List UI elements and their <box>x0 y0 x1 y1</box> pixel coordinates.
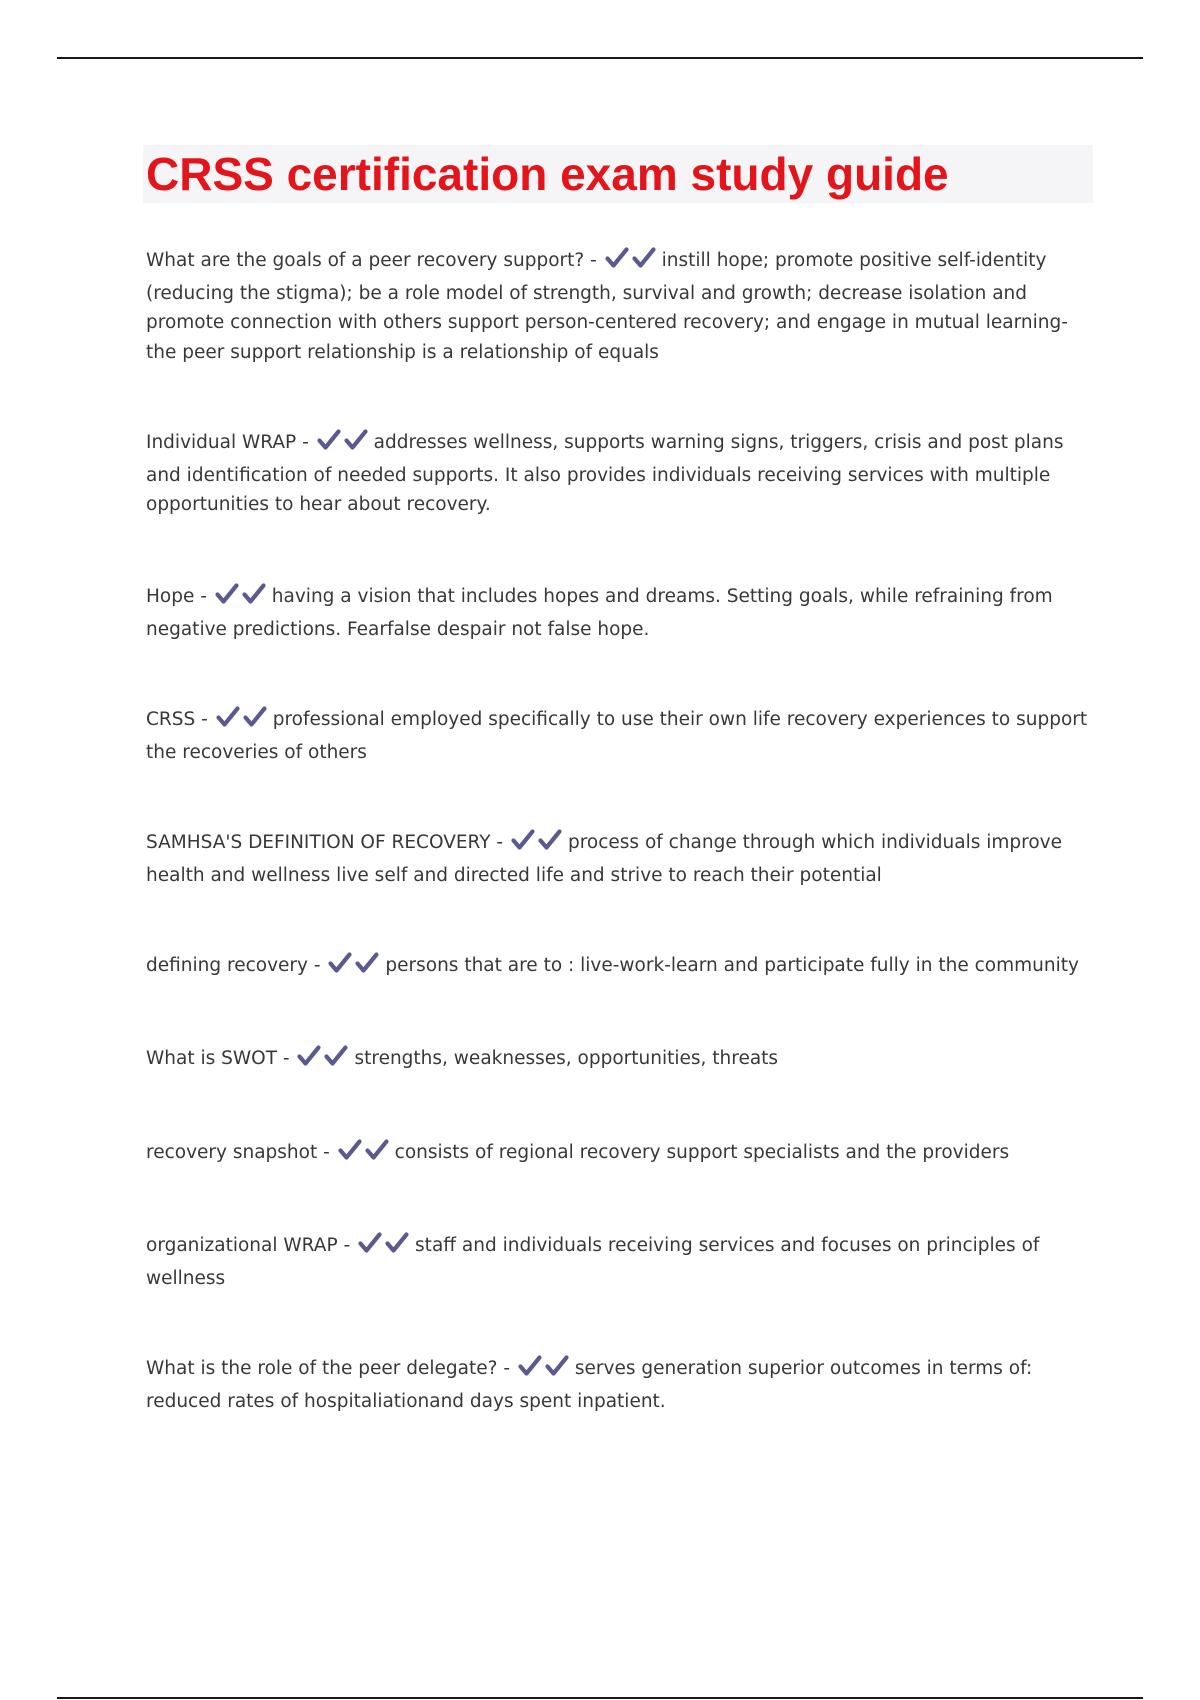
check-mark-icon <box>338 1139 365 1161</box>
entry-term: SAMHSA'S DEFINITION OF RECOVERY <box>146 832 491 853</box>
entry-term: What is the role of the peer delegate? <box>146 1358 498 1379</box>
check-mark-icon <box>511 829 538 851</box>
check-mark-icon <box>605 247 632 269</box>
top-rule <box>57 57 1143 59</box>
entry-separator: - <box>584 250 603 271</box>
check-mark-icon <box>344 429 371 451</box>
entry-definition: serves generation superior outcomes in terms of: reduced rates of hospitaliationand days spent inpatient. <box>146 1358 1033 1412</box>
entry <box>146 1044 1096 1077</box>
entry <box>146 951 1096 984</box>
check-mark-icon <box>297 1045 324 1067</box>
entry-term: defining recovery <box>146 955 308 976</box>
entry <box>146 246 1096 367</box>
double-check-icon <box>297 1045 351 1077</box>
bottom-rule <box>57 1697 1143 1699</box>
check-mark-icon <box>545 1355 572 1377</box>
entry-definition: consists of regional recovery support specialists and the providers <box>394 1142 1010 1163</box>
entry-definition: addresses wellness, supports warning signs, triggers, crisis and post plans and identification of needed supports. It also provides individuals receiving services with multiple opportunities to hear about recovery. <box>146 432 1064 515</box>
check-mark-icon <box>216 706 243 728</box>
double-check-icon <box>511 829 565 861</box>
entry <box>146 828 1096 890</box>
entry-term: organizational WRAP <box>146 1235 338 1256</box>
entry-separator: - <box>317 1142 336 1163</box>
double-check-icon <box>518 1355 572 1387</box>
check-mark-icon <box>243 706 270 728</box>
entry-separator: - <box>337 1235 357 1256</box>
entry-definition: strengths, weaknesses, opportunities, threats <box>354 1048 779 1069</box>
entry-term: CRSS <box>146 709 196 730</box>
entry <box>146 705 1096 767</box>
entry-separator: - <box>195 709 214 730</box>
title-band <box>143 145 1093 203</box>
entry-definition: staff and individuals receiving services and focuses on principles of wellness <box>146 1235 1040 1289</box>
check-mark-icon <box>328 952 355 974</box>
entry-term: What is SWOT <box>146 1048 278 1069</box>
check-mark-icon <box>242 583 269 605</box>
double-check-icon <box>317 429 371 461</box>
check-mark-icon <box>355 952 382 974</box>
entry-definition: persons that are to : live-work-learn and participate fully in the community <box>385 955 1079 976</box>
entry <box>146 1354 1096 1416</box>
entry <box>146 1231 1096 1293</box>
entry-separator: - <box>277 1048 296 1069</box>
entry-definition: instill hope; promote positive self-identity (reducing the stigma); be a role model of strength, survival and growth; decrease isolation and promote connection with others support person-centered recovery; and engage in mutual learning- the peer support relationship is a relationship of equals <box>146 250 1068 363</box>
double-check-icon <box>605 247 659 279</box>
double-check-icon <box>358 1232 412 1264</box>
check-mark-icon <box>518 1355 545 1377</box>
entry-definition: having a vision that includes hopes and dreams. Setting goals, while refraining from negative predictions. Fearfalse despair not false hope. <box>146 586 1053 640</box>
check-mark-icon <box>358 1232 385 1254</box>
check-mark-icon <box>215 583 242 605</box>
entry-term: recovery snapshot <box>146 1142 318 1163</box>
entry-term: Individual WRAP <box>146 432 297 453</box>
check-mark-icon <box>538 829 565 851</box>
check-mark-icon <box>324 1045 351 1067</box>
entry-separator: - <box>497 1358 516 1379</box>
double-check-icon <box>338 1139 392 1171</box>
entry <box>146 582 1096 644</box>
check-mark-icon <box>365 1139 392 1161</box>
entry <box>146 1138 1096 1171</box>
entry-separator: - <box>194 586 213 607</box>
check-mark-icon <box>385 1232 412 1254</box>
entry-separator: - <box>296 432 315 453</box>
entry-term: Hope <box>146 586 195 607</box>
double-check-icon <box>328 952 382 984</box>
check-mark-icon <box>632 247 659 269</box>
entry-definition: professional employed specifically to use their own life recovery experiences to support the recoveries of others <box>146 709 1088 763</box>
check-mark-icon <box>317 429 344 451</box>
entry-term: What are the goals of a peer recovery support? <box>146 250 585 271</box>
document-title: CRSS certification exam study guide <box>146 148 949 200</box>
double-check-icon <box>216 706 270 738</box>
entry-separator: - <box>307 955 327 976</box>
entry-definition: process of change through which individuals improve health and wellness live self and directed life and strive to reach their potential <box>146 832 1063 886</box>
double-check-icon <box>215 583 269 615</box>
entry-separator: - <box>490 832 509 853</box>
entry <box>146 428 1096 520</box>
